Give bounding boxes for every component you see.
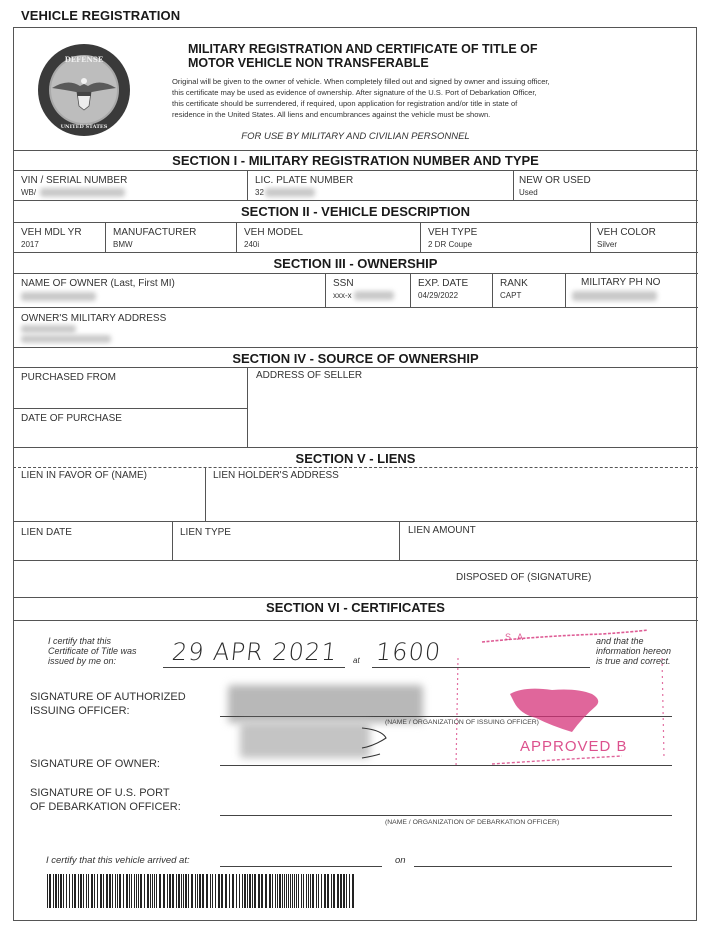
barcode-bar: [80, 874, 82, 908]
barcode-bar: [242, 874, 243, 908]
divider: [13, 222, 698, 223]
barcode-bar: [138, 874, 139, 908]
barcode-bar: [298, 874, 299, 908]
model-year-value: 2017: [21, 240, 39, 249]
lien-favor-label: LIEN IN FAVOR OF (NAME): [21, 470, 147, 481]
rank-label: RANK: [500, 278, 528, 289]
divider: [410, 273, 411, 307]
barcode-bar: [100, 874, 102, 908]
barcode-bar: [279, 874, 281, 908]
barcode-bar: [172, 874, 174, 908]
port-officer-line: OF DEBARKATION OFFICER:: [30, 801, 181, 813]
barcode-bar: [288, 874, 289, 908]
divider: [13, 200, 698, 201]
issued-time-handwritten: 1600: [374, 638, 443, 666]
barcode-bar: [47, 874, 48, 908]
barcode-bar: [316, 874, 317, 908]
issuing-officer-caption: (NAME / ORGANIZATION OF ISSUING OFFICER): [385, 719, 539, 726]
notice-line: residence in the United States. All liens and encumbrances against the vehicle must be shown.: [172, 110, 491, 119]
barcode-bar: [140, 874, 142, 908]
owner-name-label: NAME OF OWNER (Last, First MI): [21, 278, 175, 289]
divider: [13, 252, 698, 253]
model-year-label: VEH MDL YR: [21, 227, 82, 238]
notice-line: Original will be given to the owner of vehicle. When completely filled out and signed by owner and issuing officer,: [172, 77, 550, 86]
section4-header: SECTION IV - SOURCE OF OWNERSHIP: [232, 351, 479, 366]
divider: [13, 447, 698, 448]
barcode-bar: [129, 874, 130, 908]
divider: [590, 222, 591, 252]
divider: [13, 273, 698, 274]
barcode-bar: [83, 874, 84, 908]
divider: [13, 467, 698, 468]
plate-value: 32: [255, 188, 264, 197]
barcode-bar: [63, 874, 64, 908]
barcode-bar: [97, 874, 98, 908]
barcode-bar: [324, 874, 326, 908]
barcode-bar: [282, 874, 283, 908]
manufacturer-label: MANUFACTURER: [113, 227, 197, 238]
divider: [13, 560, 698, 561]
barcode-bar: [163, 874, 165, 908]
barcode-bar: [296, 874, 297, 908]
barcode-bar: [169, 874, 171, 908]
barcode-bar: [150, 874, 151, 908]
redacted-vin: [40, 188, 125, 197]
barcode-bar: [91, 874, 93, 908]
barcode-bar: [337, 874, 339, 908]
barcode-bar: [349, 874, 350, 908]
barcode-bar: [58, 874, 59, 908]
barcode-bar: [167, 874, 168, 908]
seller-address-label: ADDRESS OF SELLER: [256, 370, 363, 381]
ssn-label: SSN: [333, 278, 354, 289]
certify-line: I certify that this: [48, 636, 112, 646]
barcode-bar: [215, 874, 216, 908]
divider: [205, 467, 206, 521]
lien-date-label: LIEN DATE: [21, 527, 72, 538]
divider: [172, 521, 173, 560]
barcode-bar: [333, 874, 335, 908]
divider: [492, 273, 493, 307]
barcode-bar: [188, 874, 189, 908]
svg-text:DEFENSE: DEFENSE: [64, 55, 104, 64]
color-label: VEH COLOR: [597, 227, 656, 238]
barcode-bar: [272, 874, 273, 908]
barcode-bar: [239, 874, 240, 908]
true-line: and that the: [596, 636, 644, 646]
barcode-bar: [115, 874, 116, 908]
barcode-bar: [156, 874, 157, 908]
issuing-officer-label: [30, 690, 186, 718]
model-label: VEH MODEL: [244, 227, 303, 238]
barcode-bar: [178, 874, 180, 908]
divider: [513, 170, 514, 200]
barcode-bar: [303, 874, 304, 908]
barcode-bar: [229, 874, 230, 908]
barcode-bar: [78, 874, 79, 908]
main-title: [188, 42, 538, 70]
barcode-bar: [134, 874, 135, 908]
rank-value: CAPT: [500, 291, 522, 300]
true-line: is true and correct.: [596, 656, 671, 666]
barcode-bar: [275, 874, 276, 908]
barcode-bar: [176, 874, 177, 908]
signature-stroke: [360, 724, 390, 764]
use-note: FOR USE BY MILITARY AND CIVILIAN PERSONNEL: [241, 131, 470, 142]
at-label: at: [353, 656, 360, 665]
barcode-bar: [126, 874, 128, 908]
barcode-bar: [247, 874, 248, 908]
barcode-bar: [88, 874, 89, 908]
svg-text:UNITED STATES: UNITED STATES: [60, 124, 108, 130]
barcode-bar: [49, 874, 51, 908]
arrived-label: I certify that this vehicle arrived at:: [46, 855, 190, 866]
on-label: on: [395, 855, 406, 866]
barcode-bar: [346, 874, 347, 908]
main-title-line2: MOTOR VEHICLE NON TRANSFERABLE: [188, 56, 429, 70]
barcode-bar: [301, 874, 302, 908]
barcode-bar: [312, 874, 314, 908]
barcode-bar: [66, 874, 67, 908]
disposed-signature-label: DISPOSED OF (SIGNATURE): [456, 572, 592, 583]
main-title-line1: MILITARY REGISTRATION AND CERTIFICATE OF TITLE OF: [188, 42, 538, 56]
barcode-bar: [254, 874, 256, 908]
barcode-bar: [119, 874, 121, 908]
redacted-ssn: [354, 291, 394, 300]
barcode-bar: [218, 874, 220, 908]
barcode-bar: [197, 874, 198, 908]
barcode-bar: [249, 874, 251, 908]
model-value: 240i: [244, 240, 260, 249]
barcode-bar: [331, 874, 332, 908]
lien-holder-address-label: LIEN HOLDER'S ADDRESS: [213, 470, 339, 481]
vin-value: WB/: [21, 188, 37, 197]
exp-date-value: 04/29/2022: [418, 291, 459, 300]
owner-signature-label: SIGNATURE OF OWNER:: [30, 758, 160, 770]
redacted-address: [21, 325, 76, 333]
barcode-bar: [55, 874, 57, 908]
vin-label: VIN / SERIAL NUMBER: [21, 175, 128, 186]
redacted-owner-signature: [240, 722, 370, 758]
type-label: VEH TYPE: [428, 227, 478, 238]
notice-text: [172, 76, 692, 120]
manufacturer-value: BMW: [113, 240, 133, 249]
arrived-at-line[interactable]: [220, 866, 382, 867]
divider: [13, 307, 698, 308]
barcode-bar: [123, 874, 124, 908]
barcode-bar: [221, 874, 223, 908]
redacted-issuing-signature: [228, 685, 423, 723]
divider: [247, 170, 248, 200]
barcode-bar: [69, 874, 70, 908]
divider: [13, 170, 698, 171]
barcode-bar: [265, 874, 267, 908]
redacted-owner-name: [21, 292, 96, 301]
barcode-bar: [343, 874, 345, 908]
barcode-bar: [72, 874, 73, 908]
section6-header: SECTION VI - CERTIFICATES: [266, 600, 445, 615]
military-address-label: OWNER'S MILITARY ADDRESS: [21, 313, 167, 324]
barcode-bar: [106, 874, 108, 908]
new-used-label: NEW OR USED: [519, 175, 591, 186]
barcode-bar: [202, 874, 204, 908]
barcode-bar: [154, 874, 155, 908]
barcode-bar: [181, 874, 182, 908]
certify-line: Certificate of Title was: [48, 646, 137, 656]
barcode-bar: [225, 874, 227, 908]
redacted-address: [21, 335, 111, 343]
barcode-bar: [136, 874, 137, 908]
issued-date-line[interactable]: [163, 667, 345, 668]
issuing-officer-line: SIGNATURE OF AUTHORIZED: [30, 691, 186, 703]
exp-date-label: EXP. DATE: [418, 278, 469, 289]
barcode-bar: [352, 874, 354, 908]
divider: [13, 367, 698, 368]
barcode-bar: [294, 874, 295, 908]
port-officer-caption: (NAME / ORGANIZATION OF DEBARKATION OFFICER): [385, 819, 560, 826]
arrived-on-line[interactable]: [414, 866, 672, 867]
barcode-bar: [103, 874, 104, 908]
barcode-bar: [244, 874, 246, 908]
barcode-bar: [236, 874, 237, 908]
port-officer-line: SIGNATURE OF U.S. PORT: [30, 787, 170, 799]
barcode-bar: [144, 874, 145, 908]
date-of-purchase-label: DATE OF PURCHASE: [21, 413, 122, 424]
barcode-bar: [86, 874, 87, 908]
stamp-approved-text: APPROVED B: [520, 738, 628, 755]
barcode-bar: [308, 874, 309, 908]
barcode-bar: [60, 874, 62, 908]
notice-line: this certificate may be used as evidence of ownership. After signature of the U.S. Port of Debarkation Officer,: [172, 88, 537, 97]
barcode-bar: [290, 874, 291, 908]
divider: [13, 408, 247, 409]
barcode-bar: [269, 874, 271, 908]
certify-text: [48, 636, 136, 666]
port-officer-signature-line[interactable]: [220, 815, 672, 816]
barcode-bar: [159, 874, 161, 908]
barcode-bar: [210, 874, 211, 908]
barcode-bar: [206, 874, 208, 908]
section3-header: SECTION III - OWNERSHIP: [273, 256, 438, 271]
barcode-bar: [277, 874, 278, 908]
redacted-plate: [265, 188, 315, 197]
divider: [420, 222, 421, 252]
barcode-bar: [310, 874, 311, 908]
barcode-bar: [261, 874, 263, 908]
barcode-bar: [185, 874, 187, 908]
barcode-bar: [74, 874, 76, 908]
redacted-phone: [572, 291, 657, 301]
type-value: 2 DR Coupe: [428, 240, 473, 249]
divider: [13, 150, 698, 151]
divider: [13, 347, 698, 348]
barcode-bar: [327, 874, 329, 908]
barcode-bar: [284, 874, 285, 908]
dod-seal-icon: [30, 40, 138, 140]
barcode-bar: [232, 874, 234, 908]
port-officer-label: [30, 786, 181, 814]
divider: [13, 521, 698, 522]
barcode-bar: [109, 874, 111, 908]
barcode-bar: [199, 874, 201, 908]
barcode-bar: [318, 874, 319, 908]
military-phone-label: MILITARY PH NO: [581, 277, 661, 288]
barcode-bar: [53, 874, 54, 908]
barcode-bar: [152, 874, 153, 908]
true-line: information hereon: [596, 646, 672, 656]
barcode-bar: [195, 874, 196, 908]
barcode-bar: [183, 874, 184, 908]
barcode-bar: [191, 874, 193, 908]
issued-date-handwritten: 29 APR 2021: [170, 638, 339, 666]
color-value: Silver: [597, 240, 618, 249]
barcode-bar: [94, 874, 95, 908]
divider: [236, 222, 237, 252]
barcode-bar: [131, 874, 132, 908]
divider: [399, 521, 400, 560]
stamp-top-text: S A: [505, 632, 526, 642]
section5-header: SECTION V - LIENS: [295, 451, 416, 466]
barcode-bar: [112, 874, 113, 908]
barcode-bar: [252, 874, 253, 908]
barcode-bar: [321, 874, 322, 908]
section1-header: SECTION I - MILITARY REGISTRATION NUMBER AND TYPE: [172, 153, 539, 168]
lien-amount-label: LIEN AMOUNT: [408, 525, 476, 536]
barcode-bar: [286, 874, 287, 908]
issuing-officer-line: ISSUING OFFICER:: [30, 705, 130, 717]
barcode-bar: [212, 874, 213, 908]
divider: [325, 273, 326, 307]
barcode-bar: [340, 874, 342, 908]
plate-label: LIC. PLATE NUMBER: [255, 175, 354, 186]
certify-line: issued by me on:: [48, 656, 117, 666]
ssn-value: xxx-x: [333, 291, 352, 300]
barcode-bar: [306, 874, 307, 908]
barcode-bar: [147, 874, 149, 908]
notice-line: this certificate should be surrendered, if required, upon application for registration and/or title in state of: [172, 99, 518, 108]
section2-header: SECTION II - VEHICLE DESCRIPTION: [241, 204, 470, 219]
document-title: VEHICLE REGISTRATION: [21, 8, 181, 23]
divider: [13, 620, 698, 621]
new-used-value: Used: [519, 188, 538, 197]
divider: [13, 597, 698, 598]
divider: [105, 222, 106, 252]
barcode-bar: [258, 874, 260, 908]
divider: [565, 273, 566, 307]
purchased-from-label: PURCHASED FROM: [21, 372, 117, 383]
lien-type-label: LIEN TYPE: [180, 527, 231, 538]
barcode-icon: [47, 874, 357, 908]
barcode-bar: [292, 874, 293, 908]
barcode-bar: [117, 874, 118, 908]
divider: [247, 367, 248, 447]
